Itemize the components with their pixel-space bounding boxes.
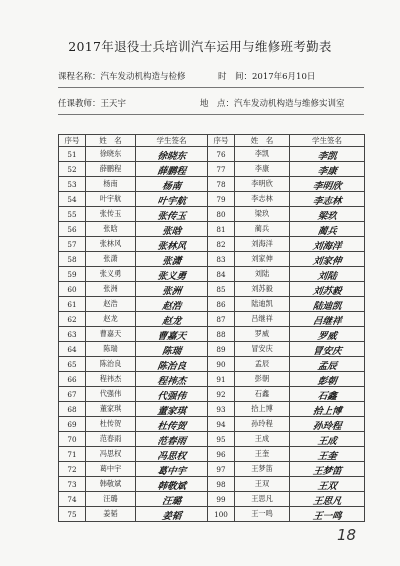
student-signature: 冯思权 [134,447,208,462]
student-signature: 李明欣 [288,177,365,192]
student-name: 程祎杰 [86,372,136,387]
student-no: 100 [208,507,235,522]
student-name: 李凯 [235,147,290,162]
header-name: 姓 名 [235,135,290,147]
student-signature: 吕继祥 [288,312,365,327]
student-no: 95 [208,432,235,447]
student-no: 75 [59,507,86,522]
header-no: 序号 [59,135,86,147]
student-no: 79 [208,192,235,207]
location-info [200,97,345,109]
student-no: 89 [208,342,235,357]
student-signature: 杨南 [134,177,208,192]
table-row [59,252,365,267]
student-signature: 李志林 [288,192,365,207]
table-row [59,357,365,372]
student-name: 薛鹏程 [86,162,136,177]
student-name: 葛中宇 [86,462,136,477]
student-name: 刘苏毅 [235,282,290,297]
student-no: 91 [208,372,235,387]
divider-line [58,87,364,88]
table-row [59,312,365,327]
divider-line [58,114,364,115]
student-signature: 赵龙 [134,312,208,327]
student-name: 曹嘉天 [86,327,136,342]
student-signature: 李凯 [288,147,365,162]
student-signature: 罗威 [288,327,365,342]
student-name: 梁玖 [235,207,290,222]
student-signature: 程祎杰 [134,372,208,387]
student-signature: 陆迪凯 [288,297,365,312]
course-value: 汽车发动机构造与检修 [100,72,186,82]
table-row [59,417,365,432]
student-name: 陈治良 [86,357,136,372]
student-signature: 刘苏毅 [288,282,365,297]
location-label: 地 点： [200,99,235,109]
student-no: 56 [59,222,86,237]
student-no: 88 [208,327,235,342]
course-label: 课程名称： [58,72,101,82]
student-name: 拾上博 [235,402,290,417]
student-name: 张晗 [86,222,136,237]
student-signature: 刘陆 [288,267,365,282]
table-row [59,192,365,207]
sheet-title: 2017年退役士兵培训汽车运用与维修班考勤表 [68,39,332,54]
student-signature: 代强伟 [134,387,208,402]
student-signature: 王成 [288,432,365,447]
table-row [59,147,365,162]
student-name: 董家琪 [86,402,136,417]
student-name: 冯思权 [86,447,136,462]
student-signature: 汪璐 [134,492,208,507]
student-signature: 张潇 [134,252,208,267]
student-name: 姜韬 [86,507,136,522]
student-name: 蔺兵 [235,222,290,237]
student-signature: 李康 [288,162,365,177]
student-no: 81 [208,222,235,237]
student-no: 73 [59,477,86,492]
table-row [59,297,365,312]
student-no: 65 [59,357,86,372]
student-no: 71 [59,447,86,462]
student-no: 55 [59,207,86,222]
student-name: 王成 [235,432,290,447]
student-name: 张潇 [86,252,136,267]
student-name: 李康 [235,162,290,177]
student-no: 77 [208,162,235,177]
student-signature: 张洲 [134,282,208,297]
student-no: 96 [208,447,235,462]
student-name: 张传玉 [86,207,136,222]
student-no: 83 [208,252,235,267]
header-signature: 学生签名 [136,135,208,147]
student-signature: 张义勇 [134,267,208,282]
student-no: 52 [59,162,86,177]
student-name: 赵龙 [86,312,136,327]
student-no: 78 [208,177,235,192]
student-signature: 徐晓东 [134,147,208,162]
student-no: 69 [59,417,86,432]
student-no: 98 [208,477,235,492]
table-row [59,402,365,417]
table-row [59,507,365,522]
student-signature: 姜韬 [134,507,208,522]
student-name: 杨南 [86,177,136,192]
student-no: 72 [59,462,86,477]
student-no: 97 [208,462,235,477]
student-no: 82 [208,237,235,252]
teacher-label: 任课教师： [58,99,101,109]
student-name: 张洲 [86,282,136,297]
student-no: 99 [208,492,235,507]
student-no: 80 [208,207,235,222]
student-signature: 张晗 [134,222,208,237]
student-name: 陆迪凯 [235,297,290,312]
table-row [59,492,365,507]
student-name: 杜传贺 [86,417,136,432]
table-row [59,222,365,237]
student-name: 王双 [235,477,290,492]
time-value: 2017年6月10日 [252,72,316,82]
student-no: 66 [59,372,86,387]
time-info [218,70,315,82]
student-signature: 赵浩 [134,297,208,312]
student-name: 汪璐 [86,492,136,507]
student-signature: 王一鸣 [288,507,365,522]
page-number: 18 [337,526,357,544]
course-info [58,70,186,82]
student-signature: 拾上博 [288,402,365,417]
student-name: 吕继祥 [235,312,290,327]
header-name: 姓 名 [86,135,136,147]
student-no: 92 [208,387,235,402]
student-name: 韩敬斌 [86,477,136,492]
student-signature: 刘海洋 [288,237,365,252]
student-no: 76 [208,147,235,162]
student-no: 68 [59,402,86,417]
table-row [59,462,365,477]
location-value: 汽车发动机构造与维修实训室 [234,99,345,109]
header-signature: 学生签名 [290,135,365,147]
student-no: 63 [59,327,86,342]
table-row [59,447,365,462]
student-no: 87 [208,312,235,327]
table-row [59,282,365,297]
student-signature: 冒安庆 [288,342,365,357]
student-no: 57 [59,237,86,252]
table-row [59,387,365,402]
student-signature: 陈治良 [134,357,208,372]
table-row [59,477,365,492]
student-no: 93 [208,402,235,417]
attendance-table [58,134,365,522]
student-name: 叶宇航 [86,192,136,207]
student-name: 李志林 [235,192,290,207]
student-name: 徐晓东 [86,147,136,162]
table-header-row [59,135,365,147]
table-row [59,267,365,282]
student-no: 64 [59,342,86,357]
student-name: 彭朝 [235,372,290,387]
table-row [59,237,365,252]
student-signature: 王思凡 [288,492,365,507]
student-name: 陈瑞 [86,342,136,357]
student-signature: 孟辰 [288,357,365,372]
student-name: 孟辰 [235,357,290,372]
student-no: 85 [208,282,235,297]
student-signature: 张林风 [134,237,208,252]
student-no: 61 [59,297,86,312]
student-no: 62 [59,312,86,327]
student-signature: 范春雨 [134,432,208,447]
student-name: 赵浩 [86,297,136,312]
student-signature: 王梦笛 [288,462,365,477]
student-name: 刘家伸 [235,252,290,267]
student-name: 王奎 [235,447,290,462]
table-row [59,177,365,192]
student-name: 代强伟 [86,387,136,402]
header-no: 序号 [208,135,235,147]
table-row [59,432,365,447]
student-no: 53 [59,177,86,192]
student-signature: 葛中宇 [134,462,208,477]
student-no: 60 [59,282,86,297]
student-signature: 王双 [288,477,365,492]
student-signature: 王奎 [288,447,365,462]
student-name: 张林风 [86,237,136,252]
student-name: 李明欣 [235,177,290,192]
table-row [59,207,365,222]
table-row [59,342,365,357]
student-signature: 张传玉 [134,207,208,222]
student-signature: 陈瑞 [134,342,208,357]
student-no: 84 [208,267,235,282]
student-signature: 董家琪 [134,402,208,417]
student-no: 94 [208,417,235,432]
student-name: 张义勇 [86,267,136,282]
student-no: 86 [208,297,235,312]
student-name: 石鑫 [235,387,290,402]
student-no: 90 [208,357,235,372]
student-no: 59 [59,267,86,282]
student-no: 54 [59,192,86,207]
student-name: 刘陆 [235,267,290,282]
table-row [59,162,365,177]
student-no: 67 [59,387,86,402]
student-no: 58 [59,252,86,267]
student-name: 冒安庆 [235,342,290,357]
student-signature: 杜传贺 [134,417,208,432]
student-signature: 蔺兵 [288,222,365,237]
teacher-info [58,97,126,109]
student-signature: 彭朝 [288,372,365,387]
student-signature: 梁玖 [288,207,365,222]
student-signature: 叶宇航 [134,192,208,207]
time-label: 时 间： [218,72,253,82]
student-signature: 孙玲程 [288,417,365,432]
table-row [59,372,365,387]
student-name: 王思凡 [235,492,290,507]
student-name: 王一鸣 [235,507,290,522]
student-name: 王梦笛 [235,462,290,477]
student-signature: 曹嘉天 [134,327,208,342]
student-signature: 韩敬斌 [134,477,208,492]
student-name: 孙玲程 [235,417,290,432]
student-signature: 薛鹏程 [134,162,208,177]
student-name: 刘海洋 [235,237,290,252]
student-name: 罗威 [235,327,290,342]
teacher-value: 王天宇 [100,99,127,109]
student-no: 74 [59,492,86,507]
student-signature: 石鑫 [288,387,365,402]
student-no: 70 [59,432,86,447]
student-name: 范春雨 [86,432,136,447]
table-row [59,327,365,342]
student-no: 51 [59,147,86,162]
student-signature: 刘家伸 [288,252,365,267]
